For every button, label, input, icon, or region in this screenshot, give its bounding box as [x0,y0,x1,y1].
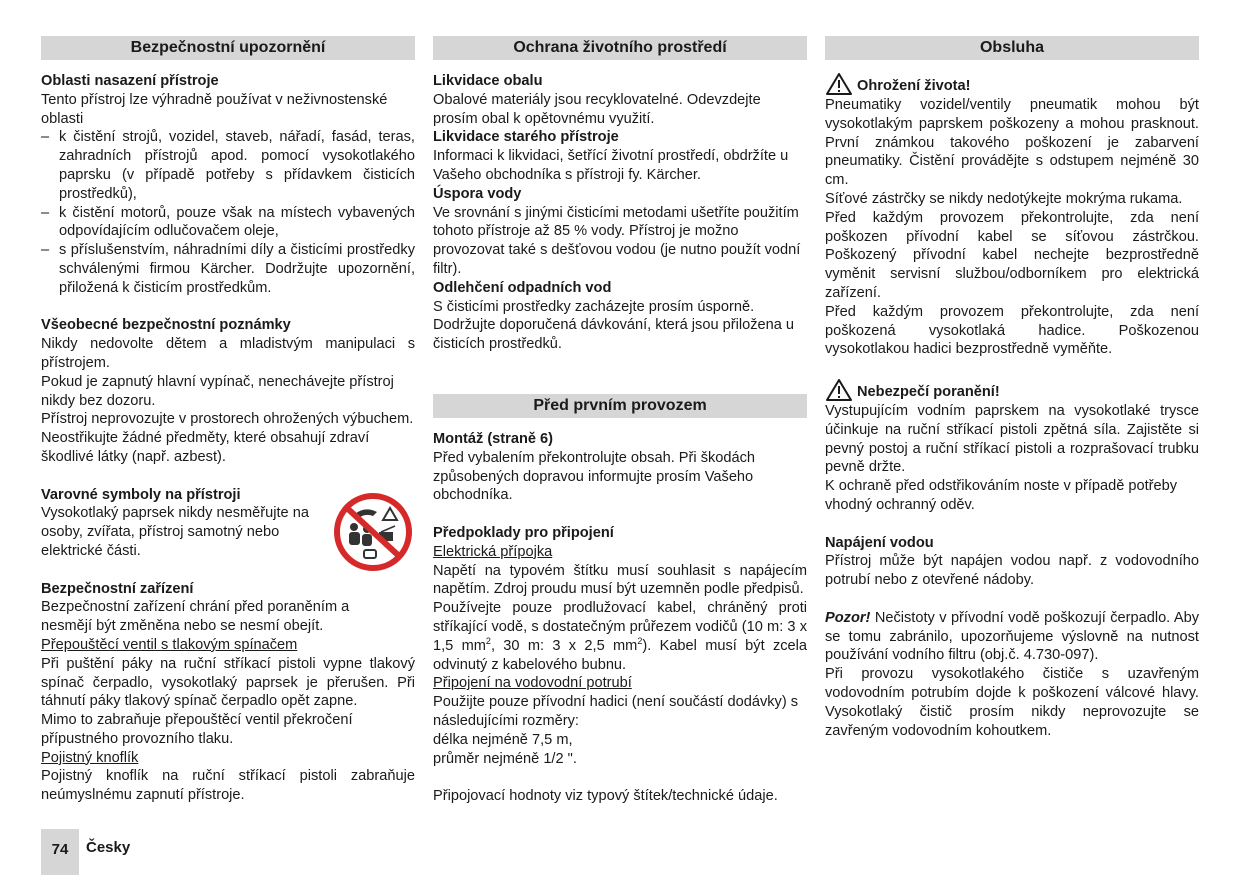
old-appliance-title: Likvidace starého přístroje [433,129,619,146]
general-text-1: Nikdy nedovolte dětem a mladistvým manipulaci s přístrojem. [41,336,415,371]
column-operation [825,36,1199,740]
old-appliance-text: Informaci k likvidaci, šetřící životní prostředí, obdržíte u Vašeho obchodníka s přístroji fy. Kärcher. [433,148,789,183]
safety-devices-title: Bezpečnostní zařízení [41,580,194,597]
page-number: 74 [41,829,79,875]
caution-text: Pozor! Nečistoty v přívodní vodě poškozují čerpadlo. Aby se tomu zabránilo, upozorňujeme výslovně na nutnost používání vodního filtru (obj.č. 4.730-097). [825,609,1199,664]
packaging-disposal-title: Likvidace obalu [433,73,543,89]
injury-heading [825,378,1199,402]
hose-diameter: průměr nejméně 1/2 ". [433,750,577,767]
injury-text-1: Vystupujícím vodním paprskem na vysokotlaké trysce účinkuje na ruční stříkací pistoli zpětná síla. Zajistěte si pevný postoj a ruční stříkací pistoli a rozprašovací trubku pevně držte. [825,402,1199,476]
overflow-valve-title: Přepouštěcí ventil s tlakovým spínačem [41,636,298,653]
language-label: Česky [86,839,131,856]
injury-title: Nebezpečí poranění! [857,384,1000,401]
assembly-text: Před vybalením překontrolujte obsah. Při škodách způsobených dopravou informujte prosím Vašeho obchodníka. [433,449,756,504]
caution-label: Pozor! [825,609,871,626]
symbols-title: Varovné symboly na přístroji [41,486,241,503]
section-heading-safety: Bezpečnostní upozornění [41,36,415,60]
section-heading-first-operation: Před prvním provozem [433,394,807,418]
danger-text-2: Síťové zástrčky se nikdy nedotýkejte mokrýma rukama. [825,190,1183,207]
section-heading-operation: Obsluha [825,36,1199,60]
general-text-2: Pokud je zapnutý hlavní vypínač, nenechávejte přístroj nikdy bez dozoru. [41,373,394,409]
safety-devices-text: Bezpečnostní zařízení chrání před poraněním a nesmějí být změněna nebo se nesmí obejít. [41,599,350,635]
warning-triangle-icon [825,378,853,402]
areas-title: Oblasti nasazení přístroje [41,73,219,89]
warning-symbols-block [41,486,415,561]
injury-text-2: K ochraně před odstřikováním noste v případě potřeby vhodný ochranný oděv. [825,478,1178,513]
danger-text-3: Před každým provozem překontrolujte, zda není poškozen přívodní kabel se síťovou zástrčkou. Poškozený přívodní kabel nechejte bezprostředně vyměnit servisní službou/odborníkem pro elektrická zařízení. [825,209,1199,301]
waste-water-title: Odlehčení odpadních vod [433,279,612,296]
water-saving-title: Úspora vody [433,185,522,202]
list-item: – k čistění strojů, vozidel, staveb, nářadí, fasád, teras, zahradních přístrojů apod. pomocí vysokotlakého paprsku (v případě potřeby s přídavkem čisticích prostředků), [41,128,415,203]
areas-intro: Tento přístroj lze výhradně používat v neživnostenské oblasti [41,91,388,127]
assembly-title: Montáž (straně 6) [433,430,554,447]
water-saving-text: Ve srovnání s jinými čisticími metodami ušetříte použitím tohoto přístroje až 85 % vody. Přístroj je možno provozovat také s dešťovou vodou (je nutno použít vodní filtr). [433,204,801,277]
waste-water-text: S čisticími prostředky zacházejte prosím úsporně. Dodržujte doporučená dávkování, která jsou přiložena u čisticích prostředků. [433,298,795,353]
connection-values-text: Připojovací hodnoty viz typový štítek/technické údaje. [433,788,778,805]
safety-knob-text: Pojistný knoflík na ruční stříkací pistoli zabraňuje neúmyslnému zapnutí přístroje. [41,768,415,804]
general-text-3: Přístroj neprovozujte v prostorech ohrožených výbuchem. Neostřikujte žádné předměty, které obsahují zdraví škodlivé látky (např. azbest). [41,411,414,465]
overflow-valve-text-1: Při puštění páky na ruční stříkací pistoli vypne tlakový spínač čerpadlo, vysokotlaký paprsek je přerušen. Při táhnutí páky tlakový spínač čerpadlo opět zapne. [41,655,415,710]
water-connection-text: Použijte pouze přívodní hadici (není součástí dodávky) s následujícími rozměry: [433,694,799,729]
warning-triangle-icon [825,72,853,96]
column-safety [41,36,415,805]
electric-connection-text-2: Používejte pouze prodlužovací kabel, chráněný proti stříkající vodě, s dostatečným průřezem vodičů (10 m: 3 x 1,5 $mm^2$, 30 m: 3 x 2,5 $mm^2$). Kabel musí být zcela odvinutý z kabelového bubnu. [433,600,808,673]
section-heading-environment: Ochrana životního prostředí [433,36,807,60]
overflow-valve-text-2: Mimo to zabraňuje přepouštěcí ventil překročení přípustného provozního tlaku. [41,712,353,747]
packaging-disposal-text: Obalové materiály jsou recyklovatelné. Odevzdejte prosím obal k opětovnému využití. [433,91,761,127]
danger-heading [825,72,1199,96]
hose-length: délka nejméně 7,5 m, [433,731,573,748]
water-connection-title: Připojení na vodovodní potrubí [433,675,632,692]
water-supply-title: Napájení vodou [825,534,934,551]
electric-connection-title: Elektrická přípojka [433,543,553,560]
column-environment [433,36,807,806]
prerequisites-title: Předpoklady pro připojení [433,524,614,541]
areas-list [41,128,415,297]
electric-connection-text-1: Napětí na typovém štítku musí souhlasit s napájecím napětím. Zdroj proudu musí být uzemněn podle předpisů. [433,562,807,598]
danger-text-1: Pneumatiky vozidel/ventily pneumatik mohou být vysokotlakým paprskem poškozeny a mohou prasknout. První známkou takového poškození je zabarvení pneumatiky. Čistění provádějte s odstupem nejméně 30 cm. [825,97,1199,189]
danger-title: Ohrožení života! [857,78,971,95]
no-spray-warning-icon [333,492,413,572]
symbols-text: Vysokotlaký paprsek nikdy nesměřujte na osoby, zvířata, přístroj samotný nebo elektrické části. [41,505,309,559]
list-item: – s příslušenstvím, náhradními díly a čisticími prostředky schválenými firmou Kärcher. Dodržujte upozornění, přiložená k čisticím prostředkům. [41,241,415,297]
caution-text-2: Při provozu vysokotlakého čističe s uzavřeným vodovodním potrubím dojde k poškození válcové hlavy. Vysokotlaký čistič prosím nikdy neprovozujte se zavřeným vodovodním kohoutkem. [825,666,1199,739]
list-item: – k čistění motorů, pouze však na místech vybavených odpovídajícím odlučovačem oleje, [41,204,415,242]
danger-text-4: Před každým provozem překontrolujte, zda není poškozená vysokotlaká hadice. Poškozenou vysokotlakou hadici bezprostředně vyměňte. [825,303,1199,358]
general-title: Všeobecné bezpečnostní poznámky [41,317,291,334]
safety-knob-title: Pojistný knoflík [41,749,139,766]
water-supply-text: Přístroj může být napájen vodou např. z vodovodního potrubí nebo z otevřené nádoby. [825,553,1199,589]
